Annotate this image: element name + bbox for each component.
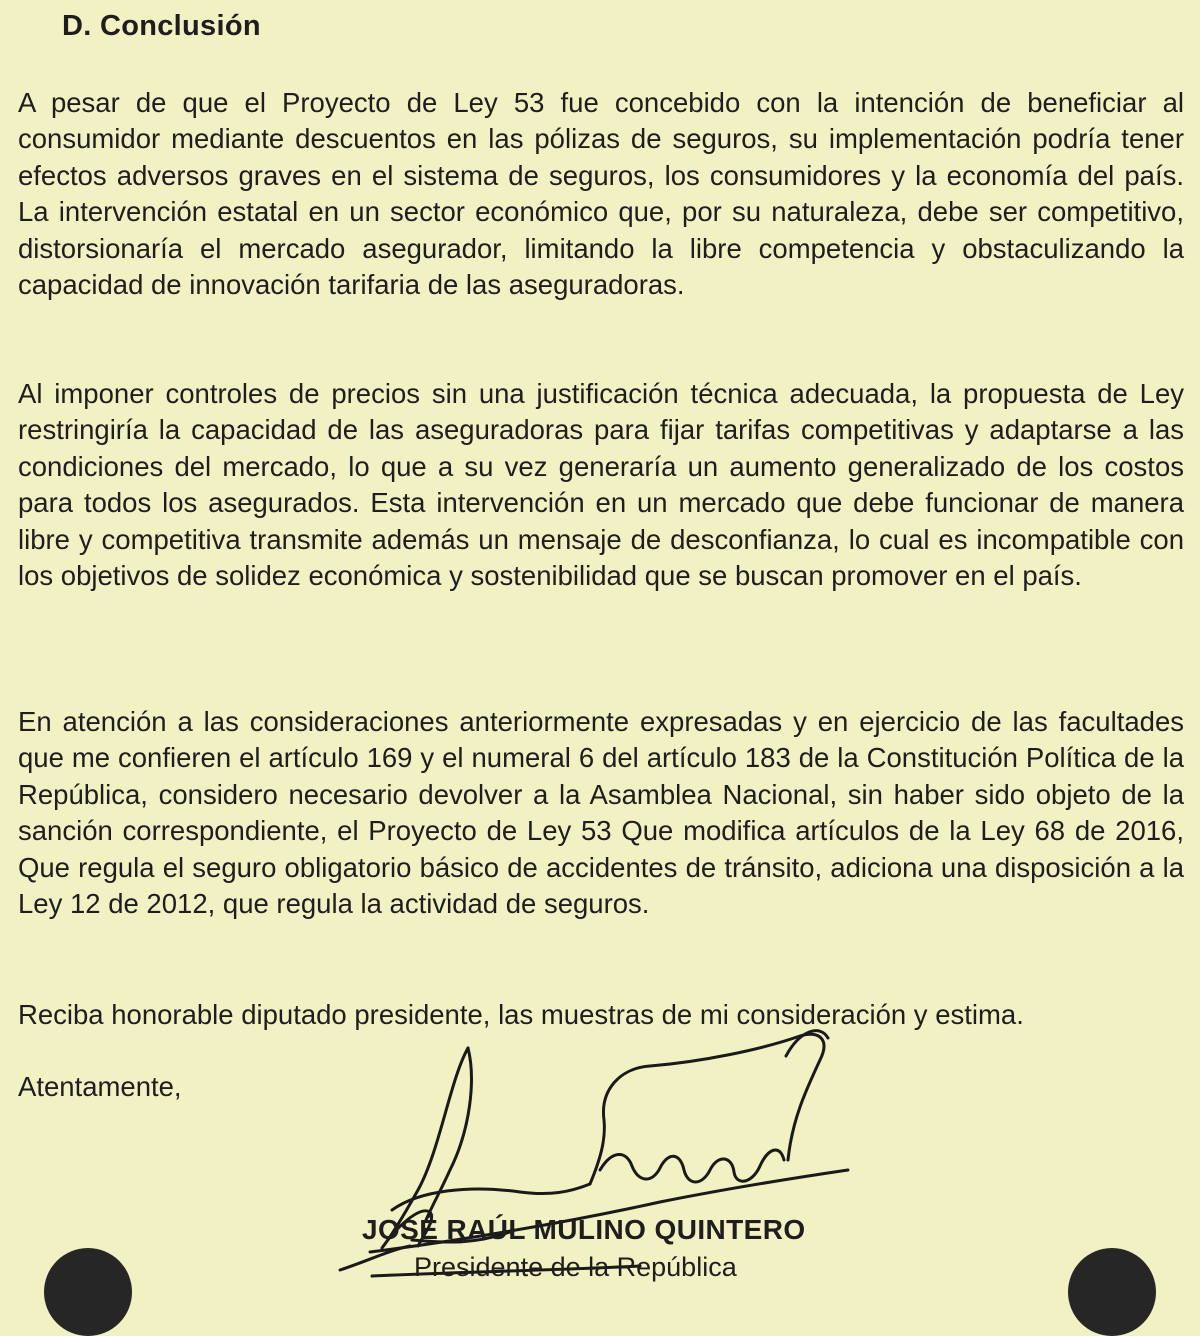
corner-shadow-left xyxy=(44,1248,132,1336)
paragraph-2: Al imponer controles de precios sin una justificación técnica adecuada, la propuesta de Ley restringiría la capacidad de las aseguradoras para fijar tarifas competitivas y adaptarse a las condiciones del mercado, lo que a su vez generaría un aumento generalizado de los costos para todos los asegurados. Esta intervención en un mercado que debe funcionar de manera libre y competitiva transmite además un mensaje de desconfianza, lo cual es incompatible con los objetivos de solidez económica y sostenibilidad que se buscan promover en el país. xyxy=(18,378,1184,592)
signatory-name: JOSÉ RAÚL MULINO QUINTERO xyxy=(362,1214,806,1245)
corner-shadow-right xyxy=(1068,1248,1156,1336)
section-heading: D. Conclusión xyxy=(62,10,261,42)
paragraph-1: A pesar de que el Proyecto de Ley 53 fue concebido con la intención de beneficiar al consumidor mediante descuentos en las pólizas de seguros, su implementación podría tener efectos adversos graves en el sistema de seguros, los consumidores y la economía del país. La intervención estatal en un sector económico que, por su naturaleza, debe ser competitivo, distorsionaría el mercado asegurador, limitando la libre competencia y obstaculizando la capacidad de innovación tarifaria de las aseguradoras. xyxy=(18,87,1184,301)
paragraph-3: En atención a las consideraciones anteriormente expresadas y en ejercicio de las facultades que me confieren el artículo 169 y el numeral 6 del artículo 183 de la Constitución Política de la República, considero necesario devolver a la Asamblea Nacional, sin haber sido objeto de la sanción correspondiente, el Proyecto de Ley 53 Que modifica artículos de la Ley 68 de 2016, Que regula el seguro obligatorio básico de accidentes de tránsito, adiciona una disposición a la Ley 12 de 2012, que regula la actividad de seguros. xyxy=(18,706,1184,920)
farewell-line: Atentamente, xyxy=(18,1071,182,1102)
closing-line: Reciba honorable diputado presidente, las muestras de mi consideración y estima. xyxy=(18,999,1024,1030)
signatory-title: Presidente de la República xyxy=(414,1252,737,1282)
